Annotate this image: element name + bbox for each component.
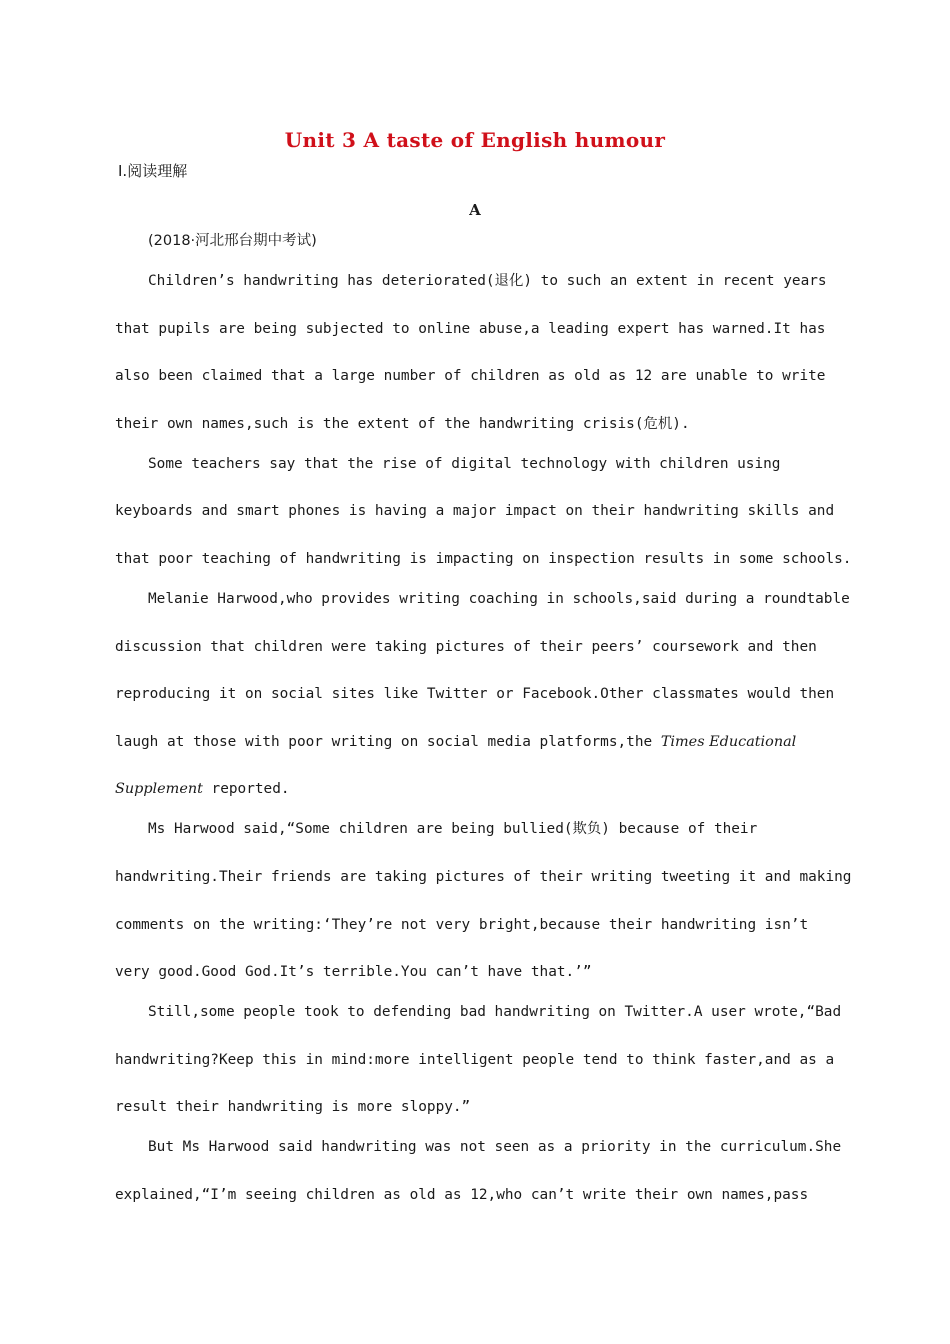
text-line: [115, 766, 835, 806]
text-line: handwriting?Keep this in mind:more intelligent people tend to think faster,and as a: [115, 1051, 835, 1068]
paragraph-3: [115, 576, 850, 806]
text-line: discussion that children were taking pictures of their peers’ coursework and then: [115, 638, 817, 655]
text-line: [115, 719, 835, 767]
unit-title: Unit 3 A taste of English humour: [284, 128, 666, 152]
text-line: Ms Harwood said,“Some children are being bullied(欺负) because of their: [148, 821, 758, 838]
paragraph-2: [115, 441, 852, 576]
passage-body: [115, 258, 852, 1220]
passage-source: (2018·河北邢台期中考试): [148, 233, 317, 249]
section-heading: Ⅰ.阅读理解: [118, 162, 188, 180]
text-line: explained,“I’m seeing children as old as 12,who can’t write their own names,pass: [115, 1186, 809, 1203]
publication-name: Times Educational: [660, 733, 797, 750]
text-line: their own names,such is the extent of the handwriting crisis(危机).: [115, 415, 690, 432]
text-line: that pupils are being subjected to online abuse,a leading expert has warned.It has: [115, 320, 826, 337]
paragraph-1: [115, 258, 835, 441]
text-line: But Ms Harwood said handwriting was not seen as a priority in the curriculum.She: [148, 1139, 842, 1156]
paragraph-5: [115, 989, 842, 1124]
text-line: reproducing it on social sites like Twitter or Facebook.Other classmates would then: [115, 686, 835, 703]
paragraph-6: [115, 1124, 842, 1219]
paragraph-4: [115, 806, 852, 989]
passage-label: A: [469, 201, 481, 219]
text-line: very good.Good God.It’s terrible.You can’t have that.’”: [115, 964, 592, 981]
text-line: also been claimed that a large number of children as old as 12 are unable to write: [115, 368, 826, 385]
publication-name: Supplement: [115, 781, 203, 798]
text-line: Melanie Harwood,who provides writing coaching in schools,said during a roundtable: [148, 590, 850, 607]
text-line-part: laugh at those with poor writing on social media platforms,the: [115, 733, 661, 750]
text-line: comments on the writing:‘They’re not very bright,because their handwriting isn’t: [115, 916, 809, 933]
text-line: that poor teaching of handwriting is impacting on inspection results in some schools.: [115, 550, 852, 567]
text-line: result their handwriting is more sloppy.”: [115, 1099, 471, 1116]
text-line-part: reported.: [202, 781, 290, 798]
text-line: Children’s handwriting has deteriorated(退化) to such an extent in recent years: [148, 273, 827, 289]
text-line: handwriting.Their friends are taking pictures of their writing tweeting it and making: [115, 868, 852, 885]
text-line: keyboards and smart phones is having a major impact on their handwriting skills and: [115, 503, 835, 520]
text-line: Some teachers say that the rise of digital technology with children using: [148, 455, 781, 472]
text-line: Still,some people took to defending bad handwriting on Twitter.A user wrote,“Bad: [148, 1004, 842, 1021]
